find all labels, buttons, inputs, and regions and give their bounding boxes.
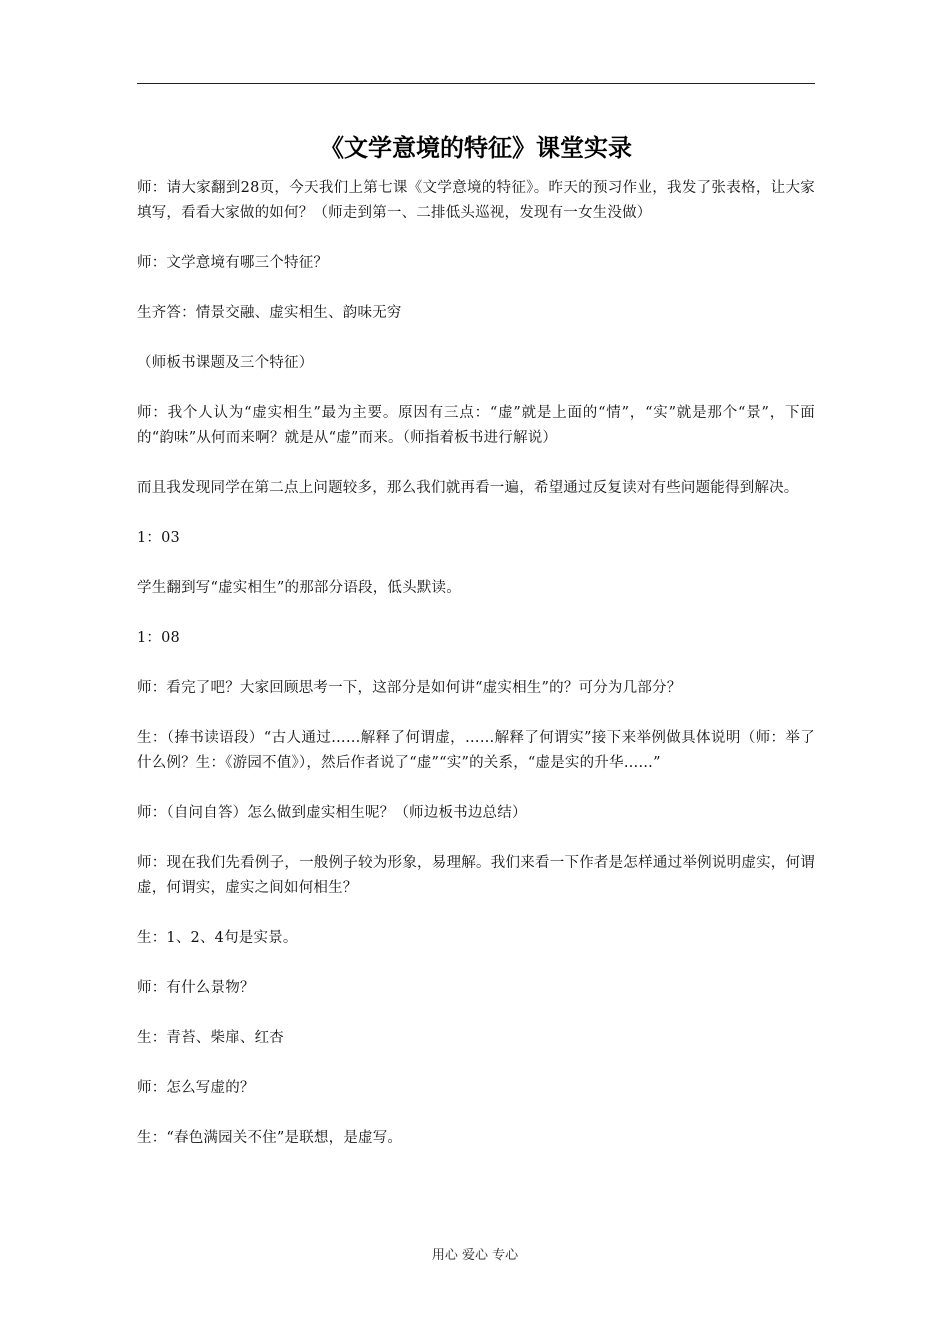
paragraph-18: 生：“春色满园关不住”是联想，是虚写。 [137,1130,403,1146]
paragraph-15: 师：有什么景物？ [137,980,255,996]
paragraph-1: 师：请大家翻到28页，今天我们上第七课《文学意境的特征》。昨天的预习作业，我发了张表格，让大家填写，看看大家做的如何？（师走到第一、二排低头巡视，发现有一女生没做） [137,180,815,221]
document-body [137,176,815,1176]
paragraph-6: 而且我发现同学在第二点上问题较多，那么我们就再看一遍，希望通过反复读对有些问题能得到解决。 [137,480,799,496]
paragraph-4: （师板书课题及三个特征） [137,355,314,371]
paragraph-11: 生：（捧书读语段）“古人通过……解释了何谓虚，……解释了何谓实”接下来举例做具体说明（师：举了什么例？生：《游园不值》），然后作者说了“虚”“实”的关系，“虚是实的升华……” [137,730,815,771]
paragraph-10: 师：看完了吧？大家回顾思考一下，这部分是如何讲“虚实相生”的？可分为几部分？ [137,680,682,696]
page-title: 《文学意境的特征》课堂实录 [320,134,632,162]
timestamp-1: 1：03 [137,530,180,546]
paragraph-2: 师：文学意境有哪三个特征？ [137,255,329,271]
paragraph-5: 师：我个人认为“虚实相生”最为主要。原因有三点：“虚”就是上面的“情”，“实”就是那个“景”，下面的“韵味”从何而来啊？就是从“虚”而来。（师指着板书进行解说） [137,405,815,446]
timestamp-2: 1：08 [137,630,180,646]
paragraph-17: 师：怎么写虚的？ [137,1080,255,1096]
paragraph-14: 生：1、2、4句是实景。 [137,930,298,946]
paragraph-3: 生齐答：情景交融、虚实相生、韵味无穷 [137,305,402,321]
paragraph-12: 师：（自问自答）怎么做到虚实相生呢？（师边板书边总结） [137,805,527,821]
paragraph-13: 师：现在我们先看例子，一般例子较为形象，易理解。我们来看一下作者是怎样通过举例说明虚实，何谓虚，何谓实，虚实之间如何相生？ [137,855,815,896]
paragraph-8: 学生翻到写“虚实相生”的那部分语段，低头默读。 [137,580,461,596]
header-rule [137,83,815,84]
paragraph-16: 生：青苔、柴扉、红杏 [137,1030,284,1046]
page-footer: 用心 爱心 专心 [431,1248,519,1263]
